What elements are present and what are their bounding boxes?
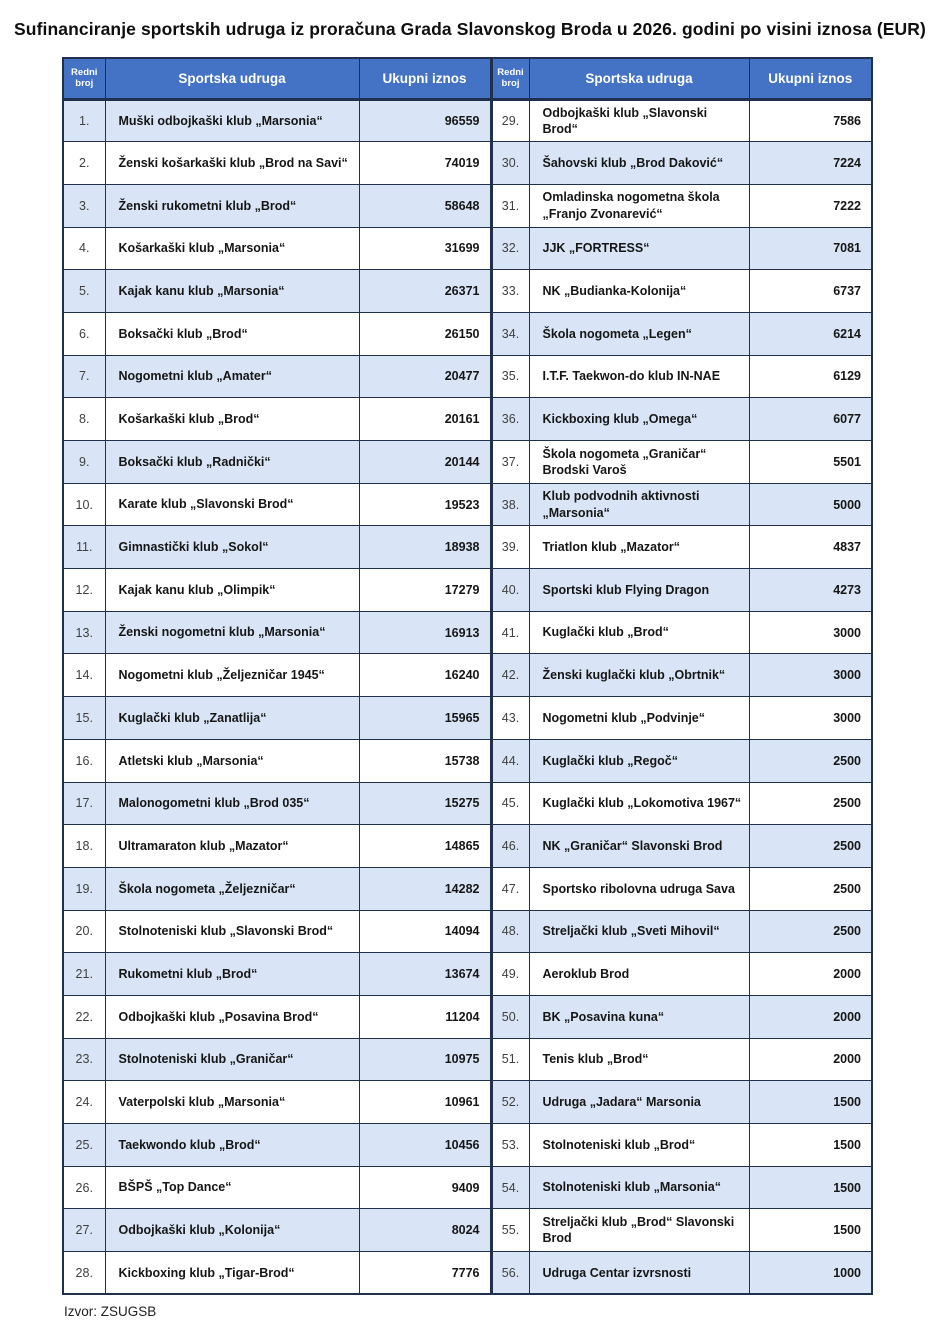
- row-number: 22.: [63, 995, 105, 1038]
- row-number: 48.: [491, 910, 529, 953]
- amount: 13674: [359, 953, 491, 996]
- club-name: Kickboxing klub „Omega“: [529, 398, 749, 441]
- club-name: Sportski klub Flying Dragon: [529, 569, 749, 612]
- amount: 96559: [359, 99, 491, 142]
- row-number: 34.: [491, 312, 529, 355]
- row-number: 17.: [63, 782, 105, 825]
- row-number: 14.: [63, 654, 105, 697]
- club-name: Rukometni klub „Brod“: [105, 953, 359, 996]
- amount: 3000: [749, 697, 872, 740]
- club-name: Škola nogometa „Željezničar“: [105, 867, 359, 910]
- amount: 10961: [359, 1081, 491, 1124]
- table-row: [63, 441, 872, 484]
- club-name: Nogometni klub „Željezničar 1945“: [105, 654, 359, 697]
- club-name: Udruga Centar izvrsnosti: [529, 1252, 749, 1295]
- table-row: [63, 1081, 872, 1124]
- row-number: 53.: [491, 1124, 529, 1167]
- amount: 1000: [749, 1252, 872, 1295]
- club-name: Stolnoteniski klub „Marsonia“: [529, 1166, 749, 1209]
- club-name: Streljački klub „Sveti Mihovil“: [529, 910, 749, 953]
- row-number: 52.: [491, 1081, 529, 1124]
- amount: 1500: [749, 1209, 872, 1252]
- club-name: Nogometni klub „Amater“: [105, 355, 359, 398]
- amount: 1500: [749, 1081, 872, 1124]
- table-row: [63, 569, 872, 612]
- row-number: 3.: [63, 184, 105, 227]
- amount: 7222: [749, 184, 872, 227]
- club-name: Košarkaški klub „Marsonia“: [105, 227, 359, 270]
- row-number: 26.: [63, 1166, 105, 1209]
- amount: 17279: [359, 569, 491, 612]
- club-name: Klub podvodnih aktivnosti „Marsonia“: [529, 483, 749, 526]
- club-name: Kuglački klub „Zanatlija“: [105, 697, 359, 740]
- table-row: [63, 1124, 872, 1167]
- table-row: [63, 355, 872, 398]
- amount: 2500: [749, 782, 872, 825]
- row-number: 42.: [491, 654, 529, 697]
- row-number: 55.: [491, 1209, 529, 1252]
- table-row: [63, 142, 872, 185]
- row-number: 8.: [63, 398, 105, 441]
- amount: 4837: [749, 526, 872, 569]
- amount: 15275: [359, 782, 491, 825]
- amount: 2000: [749, 953, 872, 996]
- header-sportska-udruga-right: Sportska udruga: [529, 58, 749, 99]
- header-row: [63, 58, 872, 99]
- club-name: Odbojkaški klub „Slavonski Brod“: [529, 99, 749, 142]
- amount: 20161: [359, 398, 491, 441]
- amount: 16913: [359, 611, 491, 654]
- table-row: [63, 995, 872, 1038]
- row-number: 45.: [491, 782, 529, 825]
- header-sportska-udruga-left: Sportska udruga: [105, 58, 359, 99]
- club-name: NK „Graničar“ Slavonski Brod: [529, 825, 749, 868]
- club-name: JJK „FORTRESS“: [529, 227, 749, 270]
- row-number: 41.: [491, 611, 529, 654]
- table-row: [63, 611, 872, 654]
- club-name: Kuglački klub „Lokomotiva 1967“: [529, 782, 749, 825]
- amount: 6214: [749, 312, 872, 355]
- row-number: 25.: [63, 1124, 105, 1167]
- row-number: 49.: [491, 953, 529, 996]
- amount: 6077: [749, 398, 872, 441]
- amount: 7586: [749, 99, 872, 142]
- amount: 5000: [749, 483, 872, 526]
- club-name: BK „Posavina kuna“: [529, 995, 749, 1038]
- row-number: 16.: [63, 739, 105, 782]
- amount: 2500: [749, 867, 872, 910]
- club-name: NK „Budianka-Kolonija“: [529, 270, 749, 313]
- row-number: 18.: [63, 825, 105, 868]
- row-number: 4.: [63, 227, 105, 270]
- amount: 26371: [359, 270, 491, 313]
- club-name: Ženski rukometni klub „Brod“: [105, 184, 359, 227]
- table-row: [63, 270, 872, 313]
- amount: 15965: [359, 697, 491, 740]
- row-number: 28.: [63, 1252, 105, 1295]
- header-ukupni-iznos-left: Ukupni iznos: [359, 58, 491, 99]
- club-name: Kickboxing klub „Tigar-Brod“: [105, 1252, 359, 1295]
- amount: 10975: [359, 1038, 491, 1081]
- club-name: Košarkaški klub „Brod“: [105, 398, 359, 441]
- club-name: Stolnoteniski klub „Slavonski Brod“: [105, 910, 359, 953]
- club-name: Stolnoteniski klub „Brod“: [529, 1124, 749, 1167]
- club-name: Ženski kuglački klub „Obrtnik“: [529, 654, 749, 697]
- header-ukupni-iznos-right: Ukupni iznos: [749, 58, 872, 99]
- table-row: [63, 1252, 872, 1295]
- club-name: Karate klub „Slavonski Brod“: [105, 483, 359, 526]
- club-name: Škola nogometa „Graničar“ Brodski Varoš: [529, 441, 749, 484]
- table-row: [63, 739, 872, 782]
- club-name: Vaterpolski klub „Marsonia“: [105, 1081, 359, 1124]
- table-row: [63, 1038, 872, 1081]
- club-name: Stolnoteniski klub „Graničar“: [105, 1038, 359, 1081]
- table-row: [63, 1166, 872, 1209]
- club-name: Odbojkaški klub „Posavina Brod“: [105, 995, 359, 1038]
- amount: 58648: [359, 184, 491, 227]
- row-number: 21.: [63, 953, 105, 996]
- page-title: Sufinanciranje sportskih udruga iz proračuna Grada Slavonskog Broda u 2026. godini po visini iznosa (EUR): [14, 19, 926, 39]
- club-name: Muški odbojkaški klub „Marsonia“: [105, 99, 359, 142]
- club-name: Kajak kanu klub „Olimpik“: [105, 569, 359, 612]
- table-row: [63, 697, 872, 740]
- row-number: 13.: [63, 611, 105, 654]
- amount: 14094: [359, 910, 491, 953]
- row-number: 56.: [491, 1252, 529, 1295]
- amount: 1500: [749, 1124, 872, 1167]
- amount: 2500: [749, 739, 872, 782]
- row-number: 9.: [63, 441, 105, 484]
- header-redni-broj-right: Redni broj: [491, 58, 529, 99]
- row-number: 37.: [491, 441, 529, 484]
- amount: 2500: [749, 910, 872, 953]
- club-name: Ženski nogometni klub „Marsonia“: [105, 611, 359, 654]
- table-row: [63, 526, 872, 569]
- amount: 9409: [359, 1166, 491, 1209]
- club-name: Aeroklub Brod: [529, 953, 749, 996]
- table-row: [63, 910, 872, 953]
- table-row: [63, 398, 872, 441]
- row-number: 2.: [63, 142, 105, 185]
- row-number: 11.: [63, 526, 105, 569]
- row-number: 20.: [63, 910, 105, 953]
- amount: 31699: [359, 227, 491, 270]
- amount: 18938: [359, 526, 491, 569]
- club-name: Kuglački klub „Brod“: [529, 611, 749, 654]
- amount: 20144: [359, 441, 491, 484]
- table-row: [63, 867, 872, 910]
- club-name: Boksački klub „Brod“: [105, 312, 359, 355]
- row-number: 29.: [491, 99, 529, 142]
- amount: 3000: [749, 654, 872, 697]
- amount: 8024: [359, 1209, 491, 1252]
- amount: 11204: [359, 995, 491, 1038]
- table-row: [63, 312, 872, 355]
- row-number: 36.: [491, 398, 529, 441]
- amount: 19523: [359, 483, 491, 526]
- club-name: Udruga „Jadara“ Marsonia: [529, 1081, 749, 1124]
- row-number: 51.: [491, 1038, 529, 1081]
- club-name: Šahovski klub „Brod Daković“: [529, 142, 749, 185]
- row-number: 39.: [491, 526, 529, 569]
- club-name: I.T.F. Taekwon-do klub IN-NAE: [529, 355, 749, 398]
- club-name: Sportsko ribolovna udruga Sava: [529, 867, 749, 910]
- row-number: 33.: [491, 270, 529, 313]
- source-caption: Izvor: ZSUGSB: [64, 1304, 157, 1320]
- amount: 26150: [359, 312, 491, 355]
- row-number: 44.: [491, 739, 529, 782]
- table-row: [63, 483, 872, 526]
- club-name: Kuglački klub „Regoč“: [529, 739, 749, 782]
- club-name: Omladinska nogometna škola „Franjo Zvonarević“: [529, 184, 749, 227]
- club-name: Taekwondo klub „Brod“: [105, 1124, 359, 1167]
- club-name: Atletski klub „Marsonia“: [105, 739, 359, 782]
- row-number: 32.: [491, 227, 529, 270]
- row-number: 54.: [491, 1166, 529, 1209]
- row-number: 1.: [63, 99, 105, 142]
- table-row: [63, 227, 872, 270]
- club-name: Škola nogometa „Legen“: [529, 312, 749, 355]
- table-row: [63, 782, 872, 825]
- row-number: 24.: [63, 1081, 105, 1124]
- amount: 15738: [359, 739, 491, 782]
- row-number: 19.: [63, 867, 105, 910]
- table-row: [63, 953, 872, 996]
- row-number: 27.: [63, 1209, 105, 1252]
- club-name: Boksački klub „Radnički“: [105, 441, 359, 484]
- row-number: 50.: [491, 995, 529, 1038]
- amount: 1500: [749, 1166, 872, 1209]
- row-number: 30.: [491, 142, 529, 185]
- club-name: Tenis klub „Brod“: [529, 1038, 749, 1081]
- table-row: [63, 825, 872, 868]
- row-number: 15.: [63, 697, 105, 740]
- row-number: 38.: [491, 483, 529, 526]
- row-number: 47.: [491, 867, 529, 910]
- amount: 7224: [749, 142, 872, 185]
- club-name: Streljački klub „Brod“ Slavonski Brod: [529, 1209, 749, 1252]
- amount: 5501: [749, 441, 872, 484]
- club-name: Gimnastički klub „Sokol“: [105, 526, 359, 569]
- amount: 6129: [749, 355, 872, 398]
- row-number: 43.: [491, 697, 529, 740]
- funding-table: [62, 57, 873, 1295]
- club-name: Ženski košarkaški klub „Brod na Savi“: [105, 142, 359, 185]
- table-row: [63, 654, 872, 697]
- club-name: BŠPŠ „Top Dance“: [105, 1166, 359, 1209]
- row-number: 5.: [63, 270, 105, 313]
- row-number: 6.: [63, 312, 105, 355]
- amount: 10456: [359, 1124, 491, 1167]
- club-name: Triatlon klub „Mazator“: [529, 526, 749, 569]
- club-name: Nogometni klub „Podvinje“: [529, 697, 749, 740]
- amount: 74019: [359, 142, 491, 185]
- amount: 16240: [359, 654, 491, 697]
- amount: 14865: [359, 825, 491, 868]
- amount: 6737: [749, 270, 872, 313]
- row-number: 10.: [63, 483, 105, 526]
- row-number: 40.: [491, 569, 529, 612]
- club-name: Odbojkaški klub „Kolonija“: [105, 1209, 359, 1252]
- row-number: 12.: [63, 569, 105, 612]
- header-redni-broj-left: Redni broj: [63, 58, 105, 99]
- amount: 3000: [749, 611, 872, 654]
- row-number: 23.: [63, 1038, 105, 1081]
- row-number: 31.: [491, 184, 529, 227]
- table-row: [63, 1209, 872, 1252]
- amount: 2000: [749, 995, 872, 1038]
- row-number: 7.: [63, 355, 105, 398]
- funding-table-body: [63, 99, 872, 1294]
- amount: 4273: [749, 569, 872, 612]
- amount: 14282: [359, 867, 491, 910]
- amount: 7776: [359, 1252, 491, 1295]
- club-name: Malonogometni klub „Brod 035“: [105, 782, 359, 825]
- table-row: [63, 99, 872, 142]
- club-name: Kajak kanu klub „Marsonia“: [105, 270, 359, 313]
- club-name: Ultramaraton klub „Mazator“: [105, 825, 359, 868]
- amount: 2000: [749, 1038, 872, 1081]
- table-row: [63, 184, 872, 227]
- row-number: 35.: [491, 355, 529, 398]
- row-number: 46.: [491, 825, 529, 868]
- table-header: [63, 58, 872, 99]
- amount: 20477: [359, 355, 491, 398]
- amount: 7081: [749, 227, 872, 270]
- amount: 2500: [749, 825, 872, 868]
